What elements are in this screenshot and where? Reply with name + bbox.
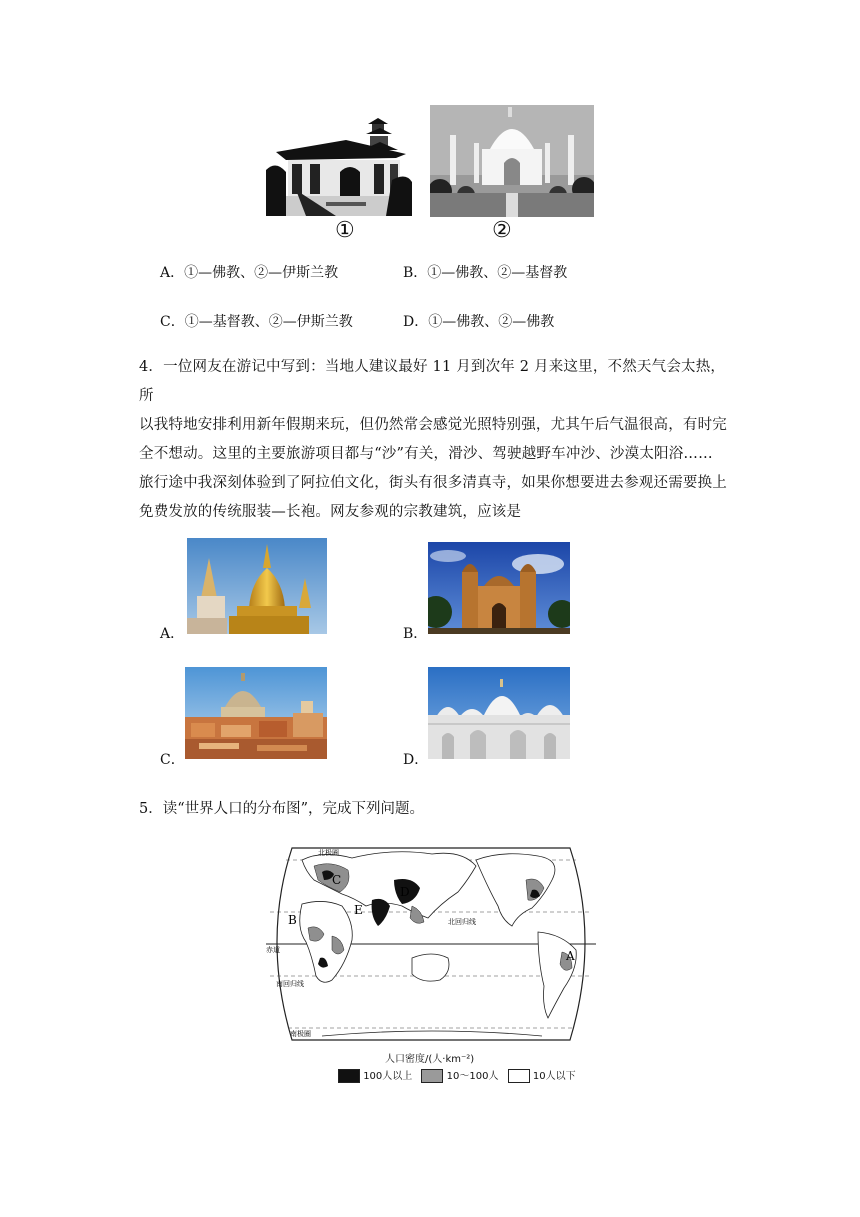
legend-label-high: 100人以上 xyxy=(363,1071,413,1082)
map-label-north-circle: 北极圈 xyxy=(318,849,339,857)
q4-option-d-label[interactable]: D． xyxy=(403,752,429,768)
vatican-photo-c[interactable] xyxy=(185,667,327,759)
map-label-c: C xyxy=(332,873,342,887)
map-label-a: A xyxy=(566,949,575,963)
q4-line-4: 旅行途中我深刻体验到了阿拉伯文化，街头有很多清真寺，如果你想要进去参观还需要换上 xyxy=(139,475,727,491)
legend-label-mid: 10～100人 xyxy=(446,1071,499,1082)
map-label-tropic-cancer: 北回归线 xyxy=(448,918,476,926)
q3-option-a[interactable]: A．①—佛教、②—伊斯兰教 xyxy=(160,265,339,281)
q3-option-b[interactable]: B．①—佛教、②—基督教 xyxy=(403,265,568,281)
map-label-b: B xyxy=(288,913,297,927)
q4-line-1: 4．一位网友在游记中写到：当地人建议最好 11 月到次年 2 月来这里，不然天气会太热，所 xyxy=(139,359,726,404)
image-label-1: ① xyxy=(335,218,355,243)
map-legend-title: 人口密度/(人·km⁻²) xyxy=(385,1054,475,1065)
legend-swatch-mid xyxy=(421,1069,443,1083)
q5-question-text: 5．读“世界人口的分布图”，完成下列问题。 xyxy=(139,801,425,817)
mosque-photo-d[interactable] xyxy=(428,667,570,759)
q4-option-a-label[interactable]: A． xyxy=(160,626,185,642)
q4-option-c-label[interactable]: C． xyxy=(160,752,185,768)
map-label-d: D xyxy=(400,885,410,899)
church-photo-b[interactable] xyxy=(428,542,570,634)
q4-option-b-label[interactable]: B． xyxy=(403,626,428,642)
q3-option-d[interactable]: D．①—佛教、②—佛教 xyxy=(403,314,555,330)
q4-question-text xyxy=(139,353,739,527)
pagoda-photo-a[interactable] xyxy=(187,538,327,634)
legend-swatch-high xyxy=(338,1069,360,1083)
map-label-tropic-capricorn: 南回归线 xyxy=(276,980,304,988)
taj-mahal-photo-2 xyxy=(430,105,594,217)
q4-line-2: 以我特地安排利用新年假期来玩，但仍然常会感觉光照特别强，尤其午后气温很高，有时完 xyxy=(139,417,727,433)
world-population-map xyxy=(262,840,600,1048)
map-label-equator: 赤道 xyxy=(266,946,280,954)
legend-label-low: 10人以下 xyxy=(532,1071,576,1082)
map-label-e: E xyxy=(354,903,363,917)
map-legend xyxy=(338,1067,576,1083)
image-label-2: ② xyxy=(492,218,512,243)
legend-swatch-low xyxy=(508,1069,530,1083)
map-label-south-circle: 南极圈 xyxy=(290,1030,311,1038)
temple-photo-1 xyxy=(266,110,412,216)
q4-line-3: 全不想动。这里的主要旅游项目都与“沙”有关，滑沙、驾驶越野车冲沙、沙漠太阳浴…… xyxy=(139,446,713,462)
q3-option-c[interactable]: C．①—基督教、②—伊斯兰教 xyxy=(160,314,353,330)
q4-line-5: 免费发放的传统服装—长袍。网友参观的宗教建筑，应该是 xyxy=(139,504,522,520)
